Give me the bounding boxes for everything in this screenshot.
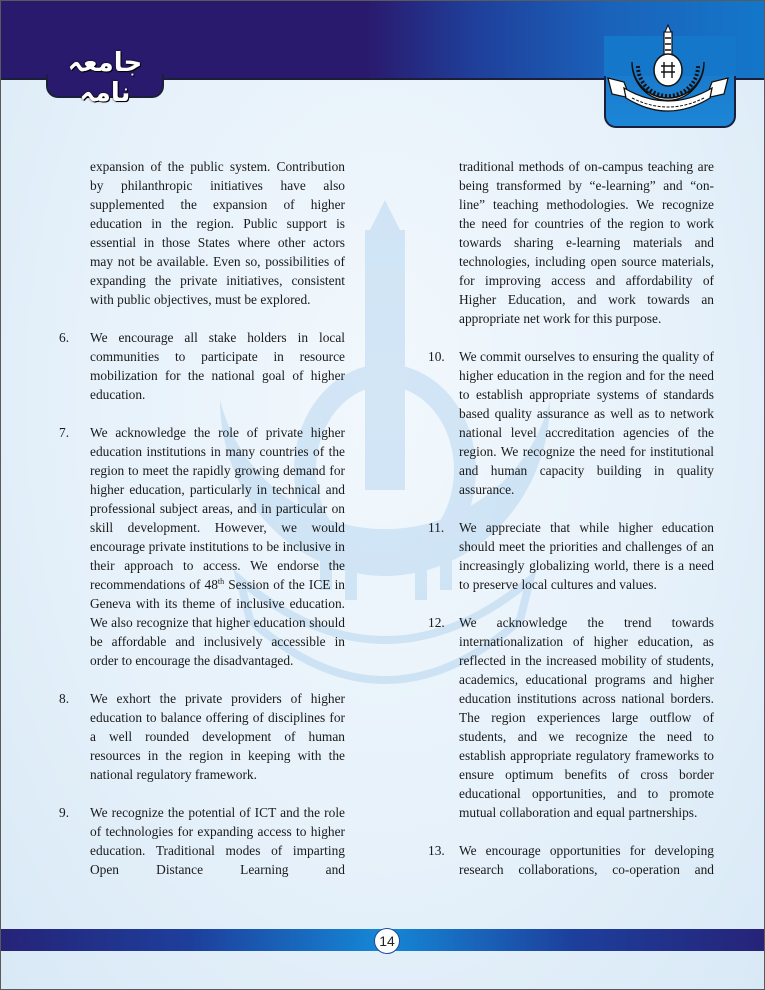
paragraph-text: expansion of the public system. Contribution by philanthropic initiatives have also supplemented the expansion of higher education in the region. Public support is essential in those States where other actors may not be available. Even so, possibilities of expanding the private initiatives, consistent with public objectives, must be explored.: [90, 159, 345, 307]
paragraph-number: 8.: [59, 691, 70, 706]
paragraph-text-part-2: Session of the ICE in Geneva with its theme of inclusive education. We also recognize that higher education should be affordable and inclusively accessible in order to encourage the disadvantaged.: [90, 577, 345, 668]
page-number: 14: [374, 928, 400, 954]
paragraph-number: 10.: [428, 349, 445, 364]
left-column: [59, 157, 345, 898]
ordinal-suffix: th: [217, 577, 225, 586]
paragraph-continued: [59, 157, 345, 309]
magazine-title-logo: جامعہ نامہ: [67, 48, 143, 108]
paragraph-number: 11.: [428, 520, 445, 535]
paragraph-text: We exhort the private providers of higher education to balance offering of disciplines for a well rounded development of human resources in the region in keeping with the national regulatory framework.: [90, 691, 345, 782]
paragraph-number: 13.: [428, 843, 445, 858]
paragraph-7: [59, 423, 345, 670]
paragraph-text: We acknowledge the trend towards internationalization of higher education, as reflected in the increased mobility of students, academics, educational programs and higher education institutions across national borders. The region experiences large outflow of students, and we recognize the need to establish appropriate regulatory frameworks to ensure optimum benefits of cross border educational opportunities, and to promote mutual collaboration and equal partnerships.: [459, 615, 714, 820]
paragraph-text: We encourage opportunities for developing research collaborations, co-operation and: [459, 843, 714, 877]
right-column: [428, 157, 714, 898]
paragraph-6: [59, 328, 345, 404]
paragraph-13: [428, 841, 714, 879]
paragraph-8: [59, 689, 345, 784]
paragraph-9: [59, 803, 345, 879]
paragraph-11: [428, 518, 714, 594]
paragraph-text: traditional methods of on-campus teaching are being transformed by “e-learning” and “on-line” teaching methodologies. We recognize the need for countries of the region to work towards sharing e-learning materials and technologies, including open source materials, for improving access and affordability of Higher Education, and work towards an appropriate net work for this purpose.: [459, 159, 714, 326]
paragraph-text-part-1: We acknowledge the role of private higher education institutions in many countries of the region to meet the rapidly growing demand for higher education, particularly in technical and professional subject areas, and in particular on skill development. However, we would encourage private institutions to be inclusive in their approach to access. We endorse the recommendations of 48: [90, 425, 345, 592]
paragraph-text: We recognize the potential of ICT and the role of technologies for expanding access to higher education. Traditional modes of imparting Open Distance Learning and: [90, 805, 345, 877]
paragraph-12: [428, 613, 714, 822]
paragraph-number: 7.: [59, 425, 70, 440]
university-emblem-logo: [602, 22, 734, 122]
magazine-title-tab: [46, 40, 164, 108]
paragraph-text: We encourage all stake holders in local communities to participate in resource mobilization for the national goal of higher education.: [90, 330, 345, 402]
paragraph-continued: [428, 157, 714, 328]
paragraph-10: [428, 347, 714, 499]
paragraph-text: We commit ourselves to ensuring the quality of higher education in the region and for the need to establish appropriate systems of standards based quality assurance as well as to network national level accreditation agencies of the region. We recognize the need for institutional and human capacity building in quality assurance.: [459, 349, 714, 497]
paragraph-number: 12.: [428, 615, 445, 630]
paragraph-number: 9.: [59, 805, 70, 820]
paragraph-number: 6.: [59, 330, 70, 345]
paragraph-text: We appreciate that while higher education should meet the priorities and challenges of an increasingly globalizing world, there is a need to preserve local cultures and values.: [459, 520, 714, 592]
